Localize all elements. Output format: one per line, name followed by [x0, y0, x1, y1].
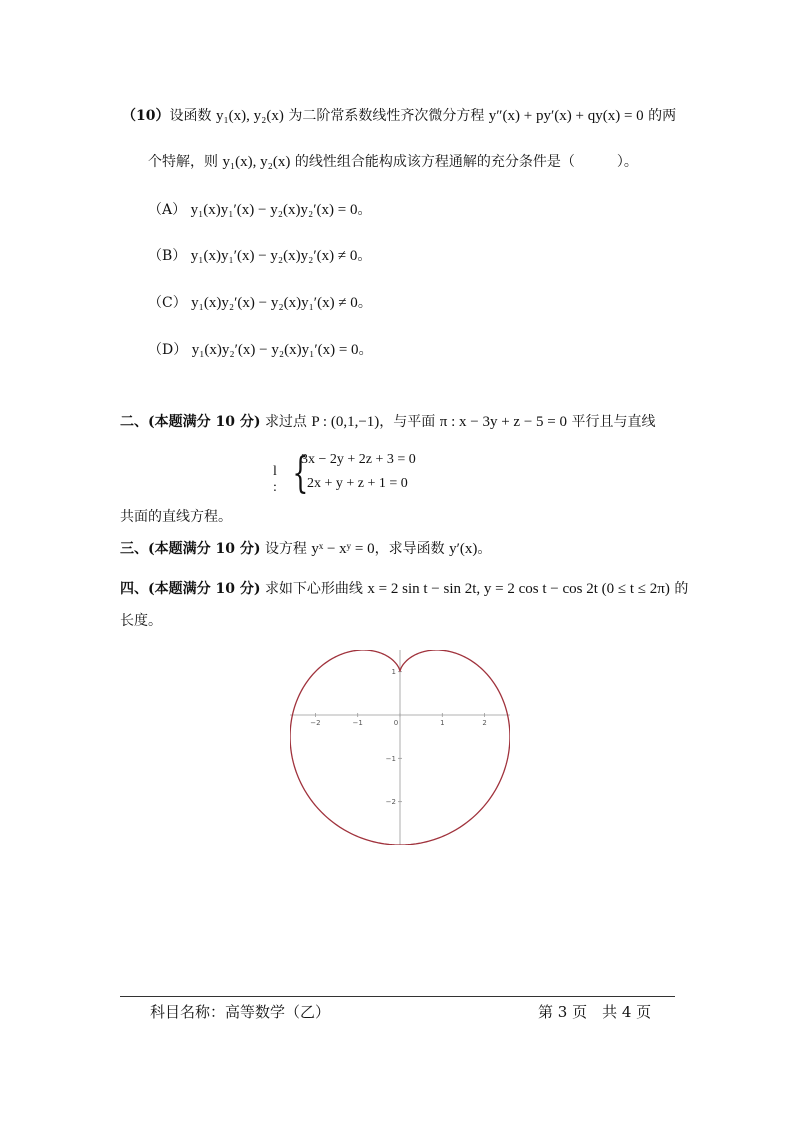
q10-line2: [148, 152, 638, 172]
option-a: [148, 200, 371, 220]
q2-heading: 二、(本题满分 10 分): [120, 414, 261, 430]
q10-text1: 设函数: [169, 108, 212, 124]
option-b: [148, 246, 371, 266]
system-eq2: 2x + y + z + 1 = 0: [307, 476, 408, 491]
line-label: l :: [273, 464, 277, 495]
q3-text3: 。: [477, 541, 492, 557]
option-d: [148, 340, 373, 360]
brace-icon: {: [292, 448, 309, 497]
option-label: （D）: [148, 342, 188, 358]
footer-rule: [120, 996, 675, 997]
q2-line3: [120, 507, 232, 527]
q4-line1: [120, 579, 688, 599]
footer-subject: 科目名称：高等数学（乙）: [150, 1003, 331, 1021]
option-end: 。: [357, 248, 372, 264]
q2-point: P : (0,1,−1): [311, 414, 380, 430]
option-end: 。: [357, 202, 372, 218]
q10-equation: y″(x) + py′(x) + qy(x) = 0: [488, 108, 644, 124]
q10-text3: 的两: [648, 108, 677, 124]
option-c: [148, 293, 372, 313]
q4-heading: 四、(本题满分 10 分): [120, 581, 261, 597]
q10-number: （10）: [122, 108, 170, 124]
q10-functions: y₁(x), y₂(x): [215, 108, 284, 124]
q4-text3: 长度。: [120, 613, 162, 629]
q2-line1: [120, 412, 655, 432]
q4-equation: x = 2 sin t − sin 2t, y = 2 cos t − cos 2t (0 ≤ t ≤ 2π): [367, 581, 670, 597]
y-tick-label: 1: [391, 668, 396, 677]
x-tick-label: 0: [393, 719, 399, 727]
option-expr: y₁(x)y₂′(x) − y₂(x)y₁′(x) = 0: [191, 342, 359, 358]
q10-line2-a: 个特解，则: [148, 154, 218, 170]
option-label: （C）: [148, 295, 187, 311]
q3-heading: 三、(本题满分 10 分): [120, 541, 261, 557]
q4-text2: 的: [674, 581, 689, 597]
option-expr: y₁(x)y₂′(x) − y₂(x)y₁′(x) ≠ 0: [191, 295, 358, 311]
q3-text1: 设方程: [264, 541, 307, 557]
q2-plane: π : x − 3y + z − 5 = 0: [439, 414, 567, 430]
q2-text2: ，与平面: [379, 414, 436, 430]
q10-functions-2: y₁(x), y₂(x): [222, 154, 291, 170]
system-eq1: 3x − 2y + 2z + 3 = 0: [301, 452, 416, 467]
x-tick-label: −2: [310, 719, 321, 727]
y-tick-label: −1: [385, 754, 396, 763]
q10-line1: [122, 106, 676, 126]
q2-text4: 共面的直线方程。: [120, 509, 232, 525]
q4-line2: [120, 611, 162, 631]
option-label: （A）: [148, 202, 187, 218]
q10-line2-b: 的线性组合能构成该方程通解的充分条件是（ ）。: [294, 154, 638, 170]
option-end: 。: [358, 342, 373, 358]
cardioid-plot: [290, 650, 510, 845]
option-expr: y₁(x)y₁′(x) − y₂(x)y₂′(x) ≠ 0: [190, 248, 358, 264]
x-tick-label: 2: [482, 719, 487, 727]
q4-text1: 求如下心形曲线: [264, 581, 363, 597]
option-label: （B）: [148, 248, 187, 264]
footer-page: 第 3 页 共 4 页: [538, 1003, 652, 1021]
q3-equation: yˣ − xʸ = 0: [311, 541, 375, 557]
q10-text2: 为二阶常系数线性齐次微分方程: [288, 108, 485, 124]
y-tick-label: −2: [385, 798, 396, 807]
option-expr: y₁(x)y₁′(x) − y₂(x)y₂′(x) = 0: [190, 202, 358, 218]
q2-text1: 求过点: [264, 414, 307, 430]
q3-derivative: y′(x): [449, 541, 478, 557]
x-tick-label: 1: [440, 719, 445, 727]
x-tick-label: −1: [352, 719, 363, 727]
q3-text2: ，求导函数: [374, 541, 445, 557]
q2-text3: 平行且与直线: [571, 414, 656, 430]
q3-line: [120, 539, 491, 559]
option-end: 。: [357, 295, 372, 311]
